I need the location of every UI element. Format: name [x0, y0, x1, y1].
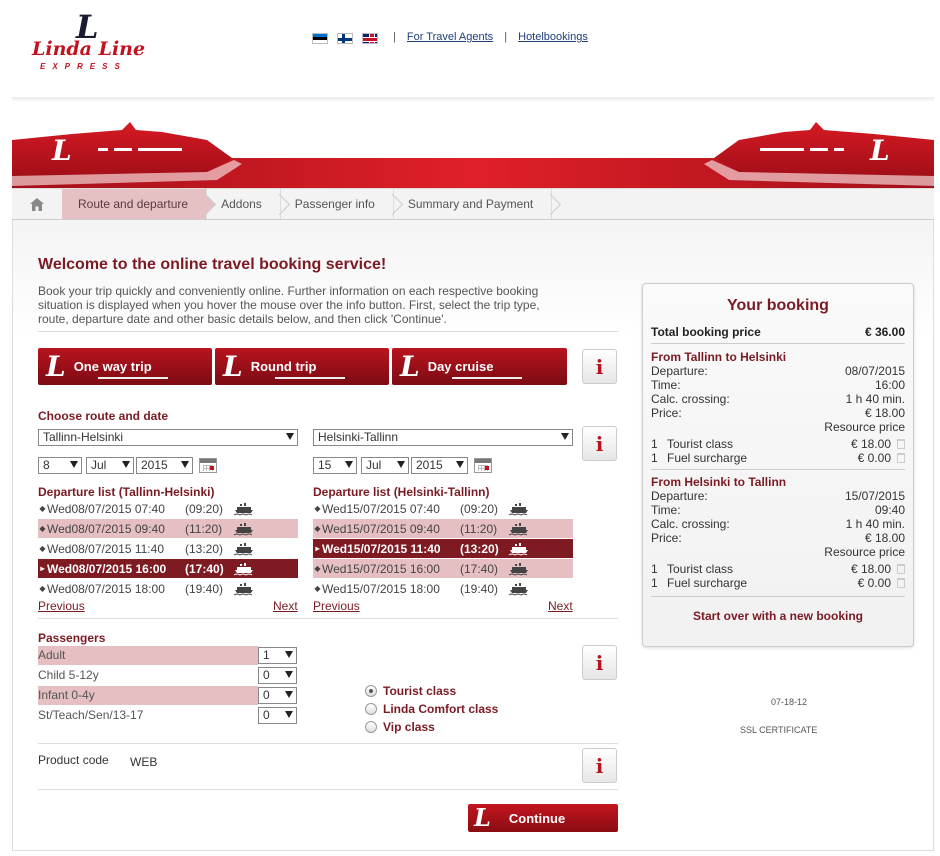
- item-name: Tourist class: [667, 562, 734, 576]
- arrival-time: (19:40): [185, 581, 224, 596]
- passenger-count-select[interactable]: [258, 707, 297, 724]
- departure-datetime: Wed08/07/2015 11:40: [47, 541, 164, 556]
- ship-icon: [508, 501, 530, 516]
- travel-agents-link[interactable]: For Travel Agents: [406, 31, 494, 43]
- class-label: Linda Comfort class: [383, 702, 499, 716]
- select-value: 15: [318, 458, 332, 472]
- select-value: 0: [263, 688, 270, 702]
- outbound-departure-title: Departure list (Tallinn-Helsinki): [38, 485, 215, 499]
- select-value: 0: [263, 668, 270, 682]
- logo-monogram: L: [76, 8, 99, 46]
- inbound-next-link[interactable]: Next: [548, 599, 573, 613]
- row-label: Departure:: [651, 364, 708, 378]
- class-label: Tourist class: [383, 684, 457, 698]
- ship-icon: [233, 541, 255, 556]
- ship-icon: [233, 581, 255, 596]
- item-quantity: 1: [651, 437, 658, 451]
- passenger-row: [38, 686, 258, 705]
- row-label: Calc. crossing:: [651, 517, 730, 531]
- ship-icon: [233, 561, 255, 576]
- ship-banner: [12, 120, 934, 190]
- item-name: Tourist class: [667, 437, 734, 451]
- bullet-icon: ◆: [314, 504, 321, 513]
- row-label: Departure:: [651, 489, 708, 503]
- row-label: Calc. crossing:: [651, 392, 730, 406]
- arrival-time: (17:40): [460, 561, 499, 576]
- booking-item-row: [651, 451, 905, 465]
- divider: [38, 789, 618, 790]
- calendar-icon[interactable]: [474, 458, 492, 473]
- ship-icon: [508, 521, 530, 536]
- dropdown-arrow-icon: [286, 433, 294, 440]
- step-label: Route and departure: [78, 197, 189, 211]
- banner-graphic: [12, 120, 934, 190]
- route-section-title: Choose route and date: [38, 409, 169, 423]
- select-value: 2015: [416, 458, 443, 472]
- trash-icon[interactable]: [897, 578, 905, 588]
- departure-datetime: Wed15/07/2015 07:40: [322, 501, 440, 516]
- product-code-info-button[interactable]: i: [582, 748, 617, 783]
- ship-icon: [233, 521, 255, 536]
- row-value: € 18.00: [864, 406, 905, 420]
- select-value: Tallinn-Helsinki: [43, 430, 124, 444]
- dropdown-arrow-icon: [181, 461, 189, 468]
- passenger-row: [38, 646, 258, 665]
- arrival-time: (19:40): [460, 581, 499, 596]
- departure-datetime: Wed08/07/2015 07:40: [47, 501, 165, 516]
- item-price: € 18.00: [850, 562, 891, 576]
- row-label: Price:: [651, 406, 682, 420]
- departure-row[interactable]: [38, 579, 298, 598]
- departure-datetime: Wed15/07/2015 18:00: [322, 581, 440, 596]
- language-selector: [312, 33, 378, 44]
- inbound-route-select[interactable]: [313, 429, 573, 446]
- logo-monogram: L: [223, 349, 243, 383]
- start-over-link[interactable]: Start over with a new booking: [692, 609, 864, 623]
- departure-row[interactable]: [38, 499, 298, 518]
- selected-arrow-icon: ▸: [315, 544, 320, 553]
- version-text: 07-18-12: [771, 697, 808, 707]
- departure-row: [651, 364, 905, 378]
- booking-panel-title: Your booking: [727, 297, 829, 314]
- time-row: [651, 503, 905, 517]
- item-price: € 0.00: [857, 576, 891, 590]
- row-value: 16:00: [874, 378, 905, 392]
- step-passenger-info[interactable]: [281, 189, 394, 219]
- trash-icon[interactable]: [897, 453, 905, 463]
- departure-row[interactable]: [313, 559, 573, 578]
- departure-datetime: Wed15/07/2015 11:40: [322, 541, 441, 556]
- class-label: Vip class: [383, 720, 435, 734]
- dropdown-arrow-icon: [285, 671, 293, 678]
- hotelbookings-link[interactable]: Hotelbookings: [518, 31, 588, 43]
- row-value: 15/07/2015: [844, 489, 905, 503]
- row-label: Price:: [651, 531, 682, 545]
- select-value: 0: [263, 708, 270, 722]
- logo-name: Linda Line: [32, 38, 146, 60]
- row-value: 1 h 40 min.: [845, 517, 905, 531]
- dropdown-arrow-icon: [70, 461, 78, 468]
- arrival-time: (09:20): [460, 501, 499, 516]
- row-value: 09:40: [874, 503, 905, 517]
- passengers-title: Passengers: [38, 631, 106, 645]
- row-label: From Helsinki to Tallinn: [651, 475, 787, 489]
- class-option[interactable]: [365, 683, 456, 699]
- outbound-month-select[interactable]: [86, 457, 134, 474]
- passenger-count-select[interactable]: [258, 647, 297, 664]
- departure-row[interactable]: [313, 499, 573, 518]
- passenger-count-select[interactable]: [258, 667, 297, 684]
- inbound-year-select[interactable]: [411, 457, 468, 474]
- bullet-icon: ◆: [314, 564, 321, 573]
- leg-title: [651, 475, 905, 489]
- divider: [38, 743, 618, 744]
- trash-icon[interactable]: [897, 564, 905, 574]
- price-row: [651, 531, 905, 545]
- row-label: Time:: [651, 378, 681, 392]
- finnish-flag-icon[interactable]: [337, 33, 353, 44]
- arrival-time: (13:20): [460, 541, 499, 556]
- item-quantity: 1: [651, 562, 658, 576]
- logo-monogram: L: [46, 349, 66, 383]
- row-value: € 18.00: [864, 531, 905, 545]
- departure-row[interactable]: [38, 539, 298, 558]
- departure-row[interactable]: [313, 519, 573, 538]
- arrow-right-icon: [98, 377, 168, 379]
- passenger-type-label: St/Teach/Sen/13-17: [38, 708, 144, 722]
- ship-icon: [508, 561, 530, 576]
- arrival-time: (11:20): [460, 521, 498, 536]
- continue-button[interactable]: [468, 804, 618, 832]
- departure-datetime: Wed08/07/2015 09:40: [47, 521, 165, 536]
- step-addons[interactable]: [207, 189, 281, 219]
- product-code-value: WEB: [130, 755, 158, 769]
- item-quantity: 1: [651, 576, 658, 590]
- divider: [651, 596, 905, 597]
- english-flag-icon[interactable]: [362, 33, 378, 44]
- departure-datetime: Wed15/07/2015 09:40: [322, 521, 440, 536]
- select-value: Helsinki-Tallinn: [318, 430, 399, 444]
- one-way-trip-button[interactable]: [38, 348, 212, 385]
- crossing-row: [651, 517, 905, 531]
- ship-icon: [508, 541, 530, 556]
- step-label: Addons: [221, 197, 262, 211]
- booking-item-row: [651, 562, 905, 576]
- step-summary-and-payment[interactable]: [394, 189, 552, 219]
- step-route-and-departure[interactable]: [62, 189, 207, 219]
- outbound-route-select[interactable]: [38, 429, 298, 446]
- passenger-row: [38, 706, 258, 725]
- estonian-flag-icon[interactable]: [312, 33, 328, 44]
- total-price-row: [651, 325, 905, 339]
- step-label: Summary and Payment: [407, 197, 534, 211]
- radio-button[interactable]: [365, 703, 377, 715]
- outbound-day-select[interactable]: [38, 457, 82, 474]
- trip-type-label: One way trip: [73, 359, 152, 374]
- leg-title: [651, 350, 905, 364]
- inbound-day-select[interactable]: [313, 457, 357, 474]
- departure-row[interactable]: [38, 559, 298, 578]
- passenger-type-label: Infant 0-4y: [38, 688, 95, 702]
- divider: [38, 618, 618, 619]
- bullet-icon: ◆: [39, 584, 46, 593]
- divider: [38, 331, 618, 332]
- bullet-icon: ◆: [314, 524, 321, 533]
- dropdown-arrow-icon: [122, 461, 130, 468]
- resource-price-row: [651, 545, 905, 559]
- radio-button[interactable]: [365, 721, 377, 733]
- row-value: 1 h 40 min.: [845, 392, 905, 406]
- bullet-icon: ◆: [39, 504, 46, 513]
- outbound-next-link[interactable]: Next: [273, 599, 298, 613]
- departure-datetime: Wed08/07/2015 16:00: [47, 561, 167, 576]
- radio-button[interactable]: [365, 685, 377, 697]
- logo-monogram: L: [474, 803, 491, 832]
- trip-type-label: Round trip: [250, 359, 317, 374]
- crossing-row: [651, 392, 905, 406]
- svg-text:L: L: [870, 134, 890, 167]
- header-divider: [12, 97, 934, 101]
- item-price: € 18.00: [850, 437, 891, 451]
- svg-text:L: L: [52, 134, 72, 167]
- link-separator: |: [393, 31, 396, 43]
- booking-item-row: [651, 437, 905, 451]
- time-row: [651, 378, 905, 392]
- dropdown-arrow-icon: [345, 461, 353, 468]
- total-price-value: € 36.00: [864, 325, 905, 339]
- passenger-type-label: Child 5-12y: [38, 668, 99, 682]
- inbound-departure-title: Departure list (Helsinki-Tallinn): [313, 485, 490, 499]
- logo-subtitle: EXPRESS: [40, 62, 127, 71]
- arrival-time: (09:20): [185, 501, 224, 516]
- brand-logo[interactable]: [30, 8, 200, 74]
- row-value: Resource price: [824, 545, 905, 559]
- item-name: Fuel surcharge: [667, 576, 748, 590]
- passenger-row: [38, 666, 258, 685]
- select-value: Jul: [366, 458, 382, 472]
- arrow-both-icon: [275, 377, 345, 379]
- class-option[interactable]: [365, 701, 498, 717]
- total-price-label: Total booking price: [651, 325, 761, 339]
- dropdown-arrow-icon: [285, 711, 293, 718]
- class-option[interactable]: [365, 719, 435, 735]
- booking-summary-panel: [642, 283, 914, 647]
- bullet-icon: ◆: [39, 524, 46, 533]
- dropdown-arrow-icon: [561, 433, 569, 440]
- item-name: Fuel surcharge: [667, 451, 748, 465]
- departure-datetime: Wed08/07/2015 18:00: [47, 581, 165, 596]
- departure-row[interactable]: [38, 519, 298, 538]
- arrival-time: (13:20): [185, 541, 224, 556]
- top-links: [393, 31, 596, 43]
- select-value: 8: [43, 458, 50, 472]
- passenger-count-select[interactable]: [258, 687, 297, 704]
- divider: [651, 469, 905, 470]
- outbound-year-select[interactable]: [136, 457, 193, 474]
- divider: [651, 343, 905, 344]
- booking-item-row: [651, 576, 905, 590]
- day-cruise-button[interactable]: [392, 348, 567, 385]
- row-value: Resource price: [824, 420, 905, 434]
- row-value: 08/07/2015: [844, 364, 905, 378]
- logo-monogram: L: [400, 349, 420, 383]
- selected-arrow-icon: ▸: [40, 564, 45, 573]
- select-value: 2015: [141, 458, 168, 472]
- route-info-button[interactable]: i: [582, 426, 617, 461]
- ssl-certificate-badge[interactable]: SSL CERTIFICATE: [740, 725, 818, 735]
- link-separator: |: [504, 31, 508, 43]
- select-value: Jul: [91, 458, 107, 472]
- departure-row[interactable]: [313, 539, 573, 558]
- inbound-previous-link[interactable]: Previous: [313, 599, 360, 613]
- resource-price-row: [651, 420, 905, 434]
- row-label: Time:: [651, 503, 681, 517]
- intro-text: Book your trip quickly and conveniently online. Further information on each respective booking situation is displayed when you hover the mouse over the info button. First, select the trip type, route, departure date and other basic details below, and then click 'Continue'.: [38, 284, 540, 326]
- inbound-month-select[interactable]: [361, 457, 409, 474]
- departure-datetime: Wed15/07/2015 16:00: [322, 561, 440, 576]
- dropdown-arrow-icon: [285, 651, 293, 658]
- step-label: Passenger info: [294, 197, 375, 211]
- trip-type-info-button[interactable]: i: [582, 349, 617, 384]
- booking-steps: [12, 188, 934, 220]
- ship-icon: [233, 501, 255, 516]
- arrival-time: (17:40): [185, 561, 224, 576]
- passenger-type-label: Adult: [38, 648, 66, 662]
- item-price: € 0.00: [857, 451, 891, 465]
- row-label: From Tallinn to Helsinki: [651, 350, 787, 364]
- calendar-icon[interactable]: [199, 458, 217, 473]
- home-icon: [29, 197, 45, 212]
- departure-row[interactable]: [313, 579, 573, 598]
- product-code-label: Product code: [38, 753, 109, 767]
- trip-type-label: Day cruise: [427, 359, 494, 374]
- item-quantity: 1: [651, 451, 658, 465]
- continue-label: Continue: [508, 810, 566, 826]
- round-trip-button[interactable]: [215, 348, 389, 385]
- arrival-time: (11:20): [185, 521, 223, 536]
- arrow-both-icon: [452, 377, 522, 379]
- home-step[interactable]: [12, 189, 62, 219]
- price-row: [651, 406, 905, 420]
- dropdown-arrow-icon: [456, 461, 464, 468]
- ship-icon: [508, 581, 530, 596]
- dropdown-arrow-icon: [397, 461, 405, 468]
- outbound-previous-link[interactable]: Previous: [38, 599, 85, 613]
- bullet-icon: ◆: [314, 584, 321, 593]
- select-value: 1: [263, 648, 270, 662]
- trash-icon[interactable]: [897, 439, 905, 449]
- bullet-icon: ◆: [39, 544, 46, 553]
- departure-row: [651, 489, 905, 503]
- dropdown-arrow-icon: [285, 691, 293, 698]
- page-title: Welcome to the online travel booking service!: [38, 256, 387, 273]
- passengers-info-button[interactable]: i: [582, 645, 617, 680]
